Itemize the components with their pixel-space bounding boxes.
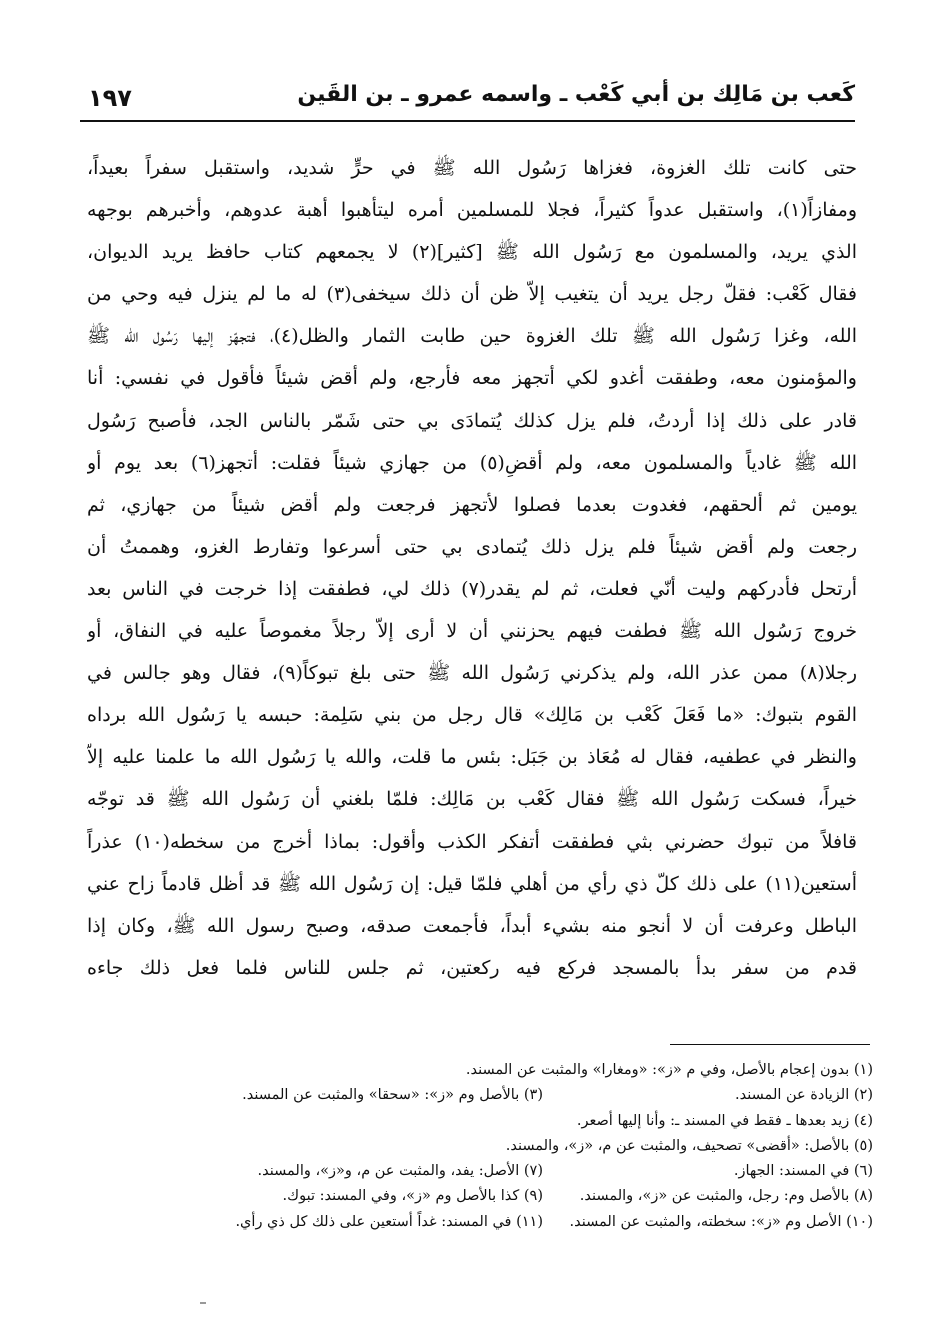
text-line: الباطل وعرفت أن لا أنجو منه بشيء أبداً، فأجمعت صدقه، وصبح رسول الله ﷺ، وكان إذا	[87, 914, 857, 937]
text-line: والنظر في عطفيه، فقال له مُعَاذ بن جَبَل: بئس ما قلت، والله يا رَسُول الله ما علمنا عليه إلاّ	[87, 746, 857, 769]
footnote-3: (٣) بالأصل وم «ز»: «سحقا» والمثبت عن المسند.	[242, 1087, 543, 1104]
footnote-11: (١١) في المسند: غداً أستعين على ذلك كل ذي رأي.	[235, 1213, 543, 1230]
text-line: الله، وغزا رَسُول الله ﷺ تلك الغزوة حين طابت الثمار والظل(٤)، فتجهّز إليها رَسُول الله ﷺ	[87, 325, 857, 348]
scan-speck	[200, 1302, 206, 1304]
text-line: خيراً، فسكت رَسُول الله ﷺ فقال كَعْب بن مَالِك: فلمّا بلغني أن رَسُول الله ﷺ قد توجّه	[87, 788, 857, 811]
footnote-2: (٢) الزيادة عن المسند.	[735, 1087, 873, 1104]
text-line: القوم بتبوك: «ما فَعَلَ كَعْب بن مَالِك» قال رجل من بني سَلِمة: حبسه يا رَسُول الله برداه	[87, 704, 857, 727]
main-text	[87, 147, 857, 989]
header-rule	[80, 120, 855, 122]
page-number: ١٩٧	[88, 84, 132, 112]
text-line: أستعين(١١) على ذلك كلّ ذي رأي من أهلي فلمّا قيل: إن رَسُول الله ﷺ قد أظل قادماً زاح عني	[87, 872, 857, 895]
text-line: الذي يريد، والمسلمون مع رَسُول الله ﷺ [كثير](٢) لا يجمعهم كتاب حافظ يريد الديوان،	[87, 241, 857, 264]
text-line: ومفازاً(١)، واستقبل عدواً كثيراً، فجلا للمسلمين أمره ليتأهبوا أهبة عدوهم، وأخبرهم بوجهه	[87, 199, 857, 222]
text-line: قدم من سفر بدأ بالمسجد فركع فيه ركعتين، ثم جلس للناس فلما فعل ذلك جاءه	[87, 956, 857, 979]
text-line: فقال كَعْب: فقلّ رجل يريد أن يتغيب إلاّ ظن أن ذلك سيخفى(٣) له ما لم ينزل فيه وحي من	[87, 283, 857, 306]
text-line: يومين ثم ألحقهم، فغدوت بعدما فصلوا لأتجهز فرجعت ولم أقض شيئاً من جهازي، ثم	[87, 493, 857, 516]
text-line: حتى كانت تلك الغزوة، فغزاها رَسُول الله ﷺ في حرٍّ شديد، واستقبل سفراً بعيداً،	[87, 157, 857, 179]
footnote-5: (٥) بالأصل: «أقضى» تصحيف، والمثبت عن م، «ز»، والمسند.	[505, 1137, 873, 1154]
footnote-1: (١) بدون إعجام بالأصل، وفي م «ز»: «ومغارا» والمثبت عن المسند.	[465, 1062, 873, 1078]
text-line: والمؤمنون معه، وطفقت أغدو لكي أتجهز معه فأرجع، ولم أقض شيئاً فأقول في نفسي: أنا	[87, 367, 857, 390]
footnote-9: (٩) كذا بالأصل وم «ز»، وفي المسند: تبوك.	[282, 1188, 543, 1205]
footnote-7: (٧) الأصل: يفد، والمثبت عن م، و«ز»، والمسند.	[257, 1163, 543, 1180]
running-title: كَعب بن مَالِك بن أبي كَعْب ـ واسمه عمرو ـ بن القَين	[297, 82, 855, 107]
text-line: الله ﷺ غادياً والمسلمون معه، ولم أقضِ(٥) من جهازي شيئاً فقلت: أتجهز(٦) بعد يوم أو	[87, 451, 857, 474]
footnote-4: (٤) زيد بعدها ـ فقط في المسند ـ: وأنا إليها أصعر.	[576, 1112, 873, 1129]
text-line: رجلا(٨) ممن عذر الله، ولم يذكرني رَسُول الله ﷺ حتى بلغ تبوكاً(٩)، فقال وهو جالس في	[87, 662, 857, 685]
footnote-10: (١٠) الأصل وم «ز»: سخطته، والمثبت عن المسند.	[569, 1213, 873, 1230]
footnotes	[85, 1058, 873, 1235]
text-line: أرتحل فأدركهم وليت أنّي فعلت، ثم لم يقدر(٧) ذلك لي، فطفقت إذا خرجت في الناس بعد	[87, 577, 857, 600]
footnote-separator	[670, 1044, 870, 1045]
text-line: قافلاً من تبوك حضرني بثي فطفقت أتفكر الكذب وأقول: بماذا أخرج من سخطه(١٠) عذراً	[87, 830, 857, 853]
text-line: قادر على ذلك إذا أردتُ، فلم يزل كذلك يُتمادَى بي حتى شَمّر بالناس الجد، فأصبح رَسُول	[87, 409, 857, 432]
text-line: خروج رَسُول الله ﷺ فطفت فيهم يحزنني أن لا أرى إلاّ رجلاً مغموصاً عليه في النفاق، أو	[87, 620, 857, 643]
footnote-8: (٨) بالأصل وم: رجل، والمثبت عن «ز»، والمسند.	[579, 1188, 873, 1205]
text-line: رجعت ولم أقض شيئاً فلم يزل ذلك يُتمادى بي حتى أسرعوا وتفارط الغزو، وهممتُ أن	[87, 535, 857, 558]
page-header	[80, 78, 855, 118]
footnote-6: (٦) في المسند: الجهاز.	[733, 1163, 873, 1180]
